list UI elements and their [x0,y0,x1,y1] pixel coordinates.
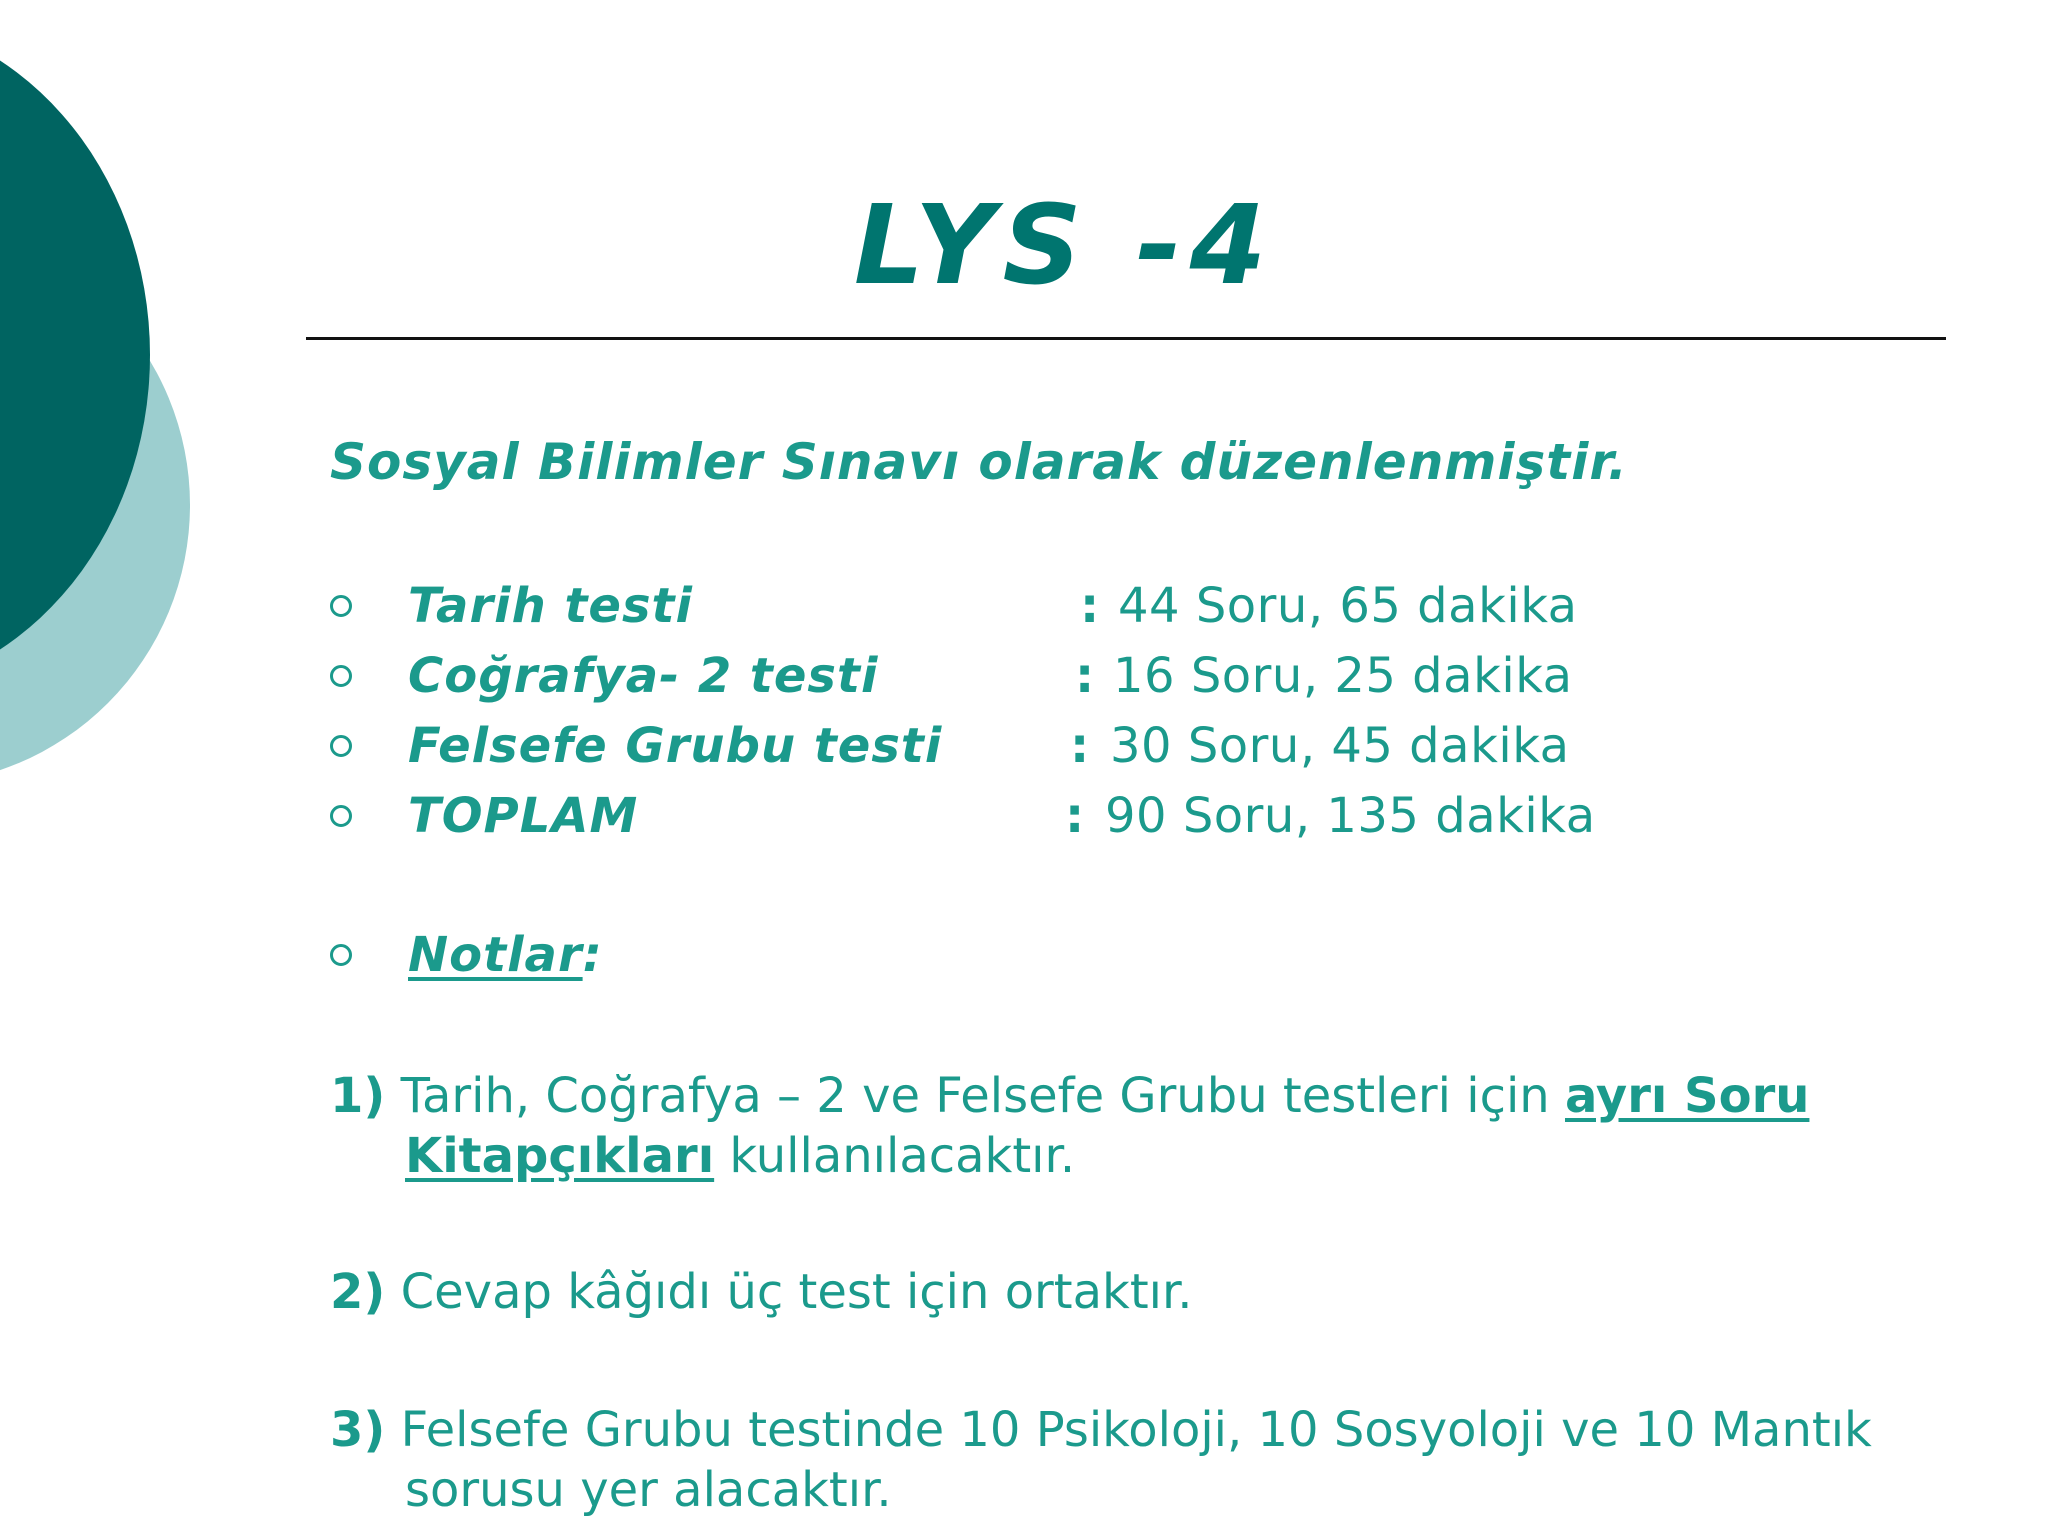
slide-subtitle: Sosyal Bilimler Sınavı olarak düzenlenmiştir. [330,433,1628,491]
test-colon: : [1070,718,1090,774]
note-emphasis: ayrı Soru [1565,1068,1810,1124]
test-colon: : [1080,578,1100,634]
title-divider [306,337,1946,340]
note-continuation [330,1126,1809,1186]
test-label: Felsefe Grubu testi [408,718,943,774]
bullet-circle-icon [330,944,352,966]
bullet-circle-icon [330,805,352,827]
note-text: Felsefe Grubu testinde 10 Psikoloji, 10 Sosyoloji ve 10 Mantık [400,1402,1872,1458]
notes-heading-text [408,920,603,990]
note-continuation: sorusu yer alacaktır. [405,1462,892,1518]
bullet-circle-icon [330,735,352,757]
note-emphasis: Kitapçıkları [405,1128,715,1184]
slide-title: LYS -4 [853,181,1275,309]
test-label: TOPLAM [408,788,639,844]
bullet-circle-icon [330,665,352,687]
test-value: 44 Soru, 65 dakika [1118,578,1578,634]
note-number: 1) [330,1068,386,1124]
note-number: 2) [330,1264,386,1320]
test-colon: : [1065,788,1085,844]
notes-heading-colon: : [582,927,603,983]
note-number: 3) [330,1402,386,1458]
bullet-circle-icon [330,595,352,617]
notes-heading-label: Notlar [408,927,583,983]
test-label: Coğrafya- 2 testi [408,648,879,704]
test-value: 90 Soru, 135 dakika [1105,788,1596,844]
test-value: 30 Soru, 45 dakika [1110,718,1570,774]
note-2 [330,1262,1193,1322]
test-value: 16 Soru, 25 dakika [1113,648,1573,704]
note-text: Cevap kâğıdı üç test için ortaktır. [400,1264,1193,1320]
test-label: Tarih testi [408,578,693,634]
note-text: Tarih, Coğrafya – 2 ve Felsefe Grubu testleri için [400,1068,1550,1124]
note-3 [330,1400,1872,1520]
note-1 [330,1066,1809,1186]
note-text: kullanılacaktır. [729,1128,1076,1184]
test-colon: : [1075,648,1095,704]
